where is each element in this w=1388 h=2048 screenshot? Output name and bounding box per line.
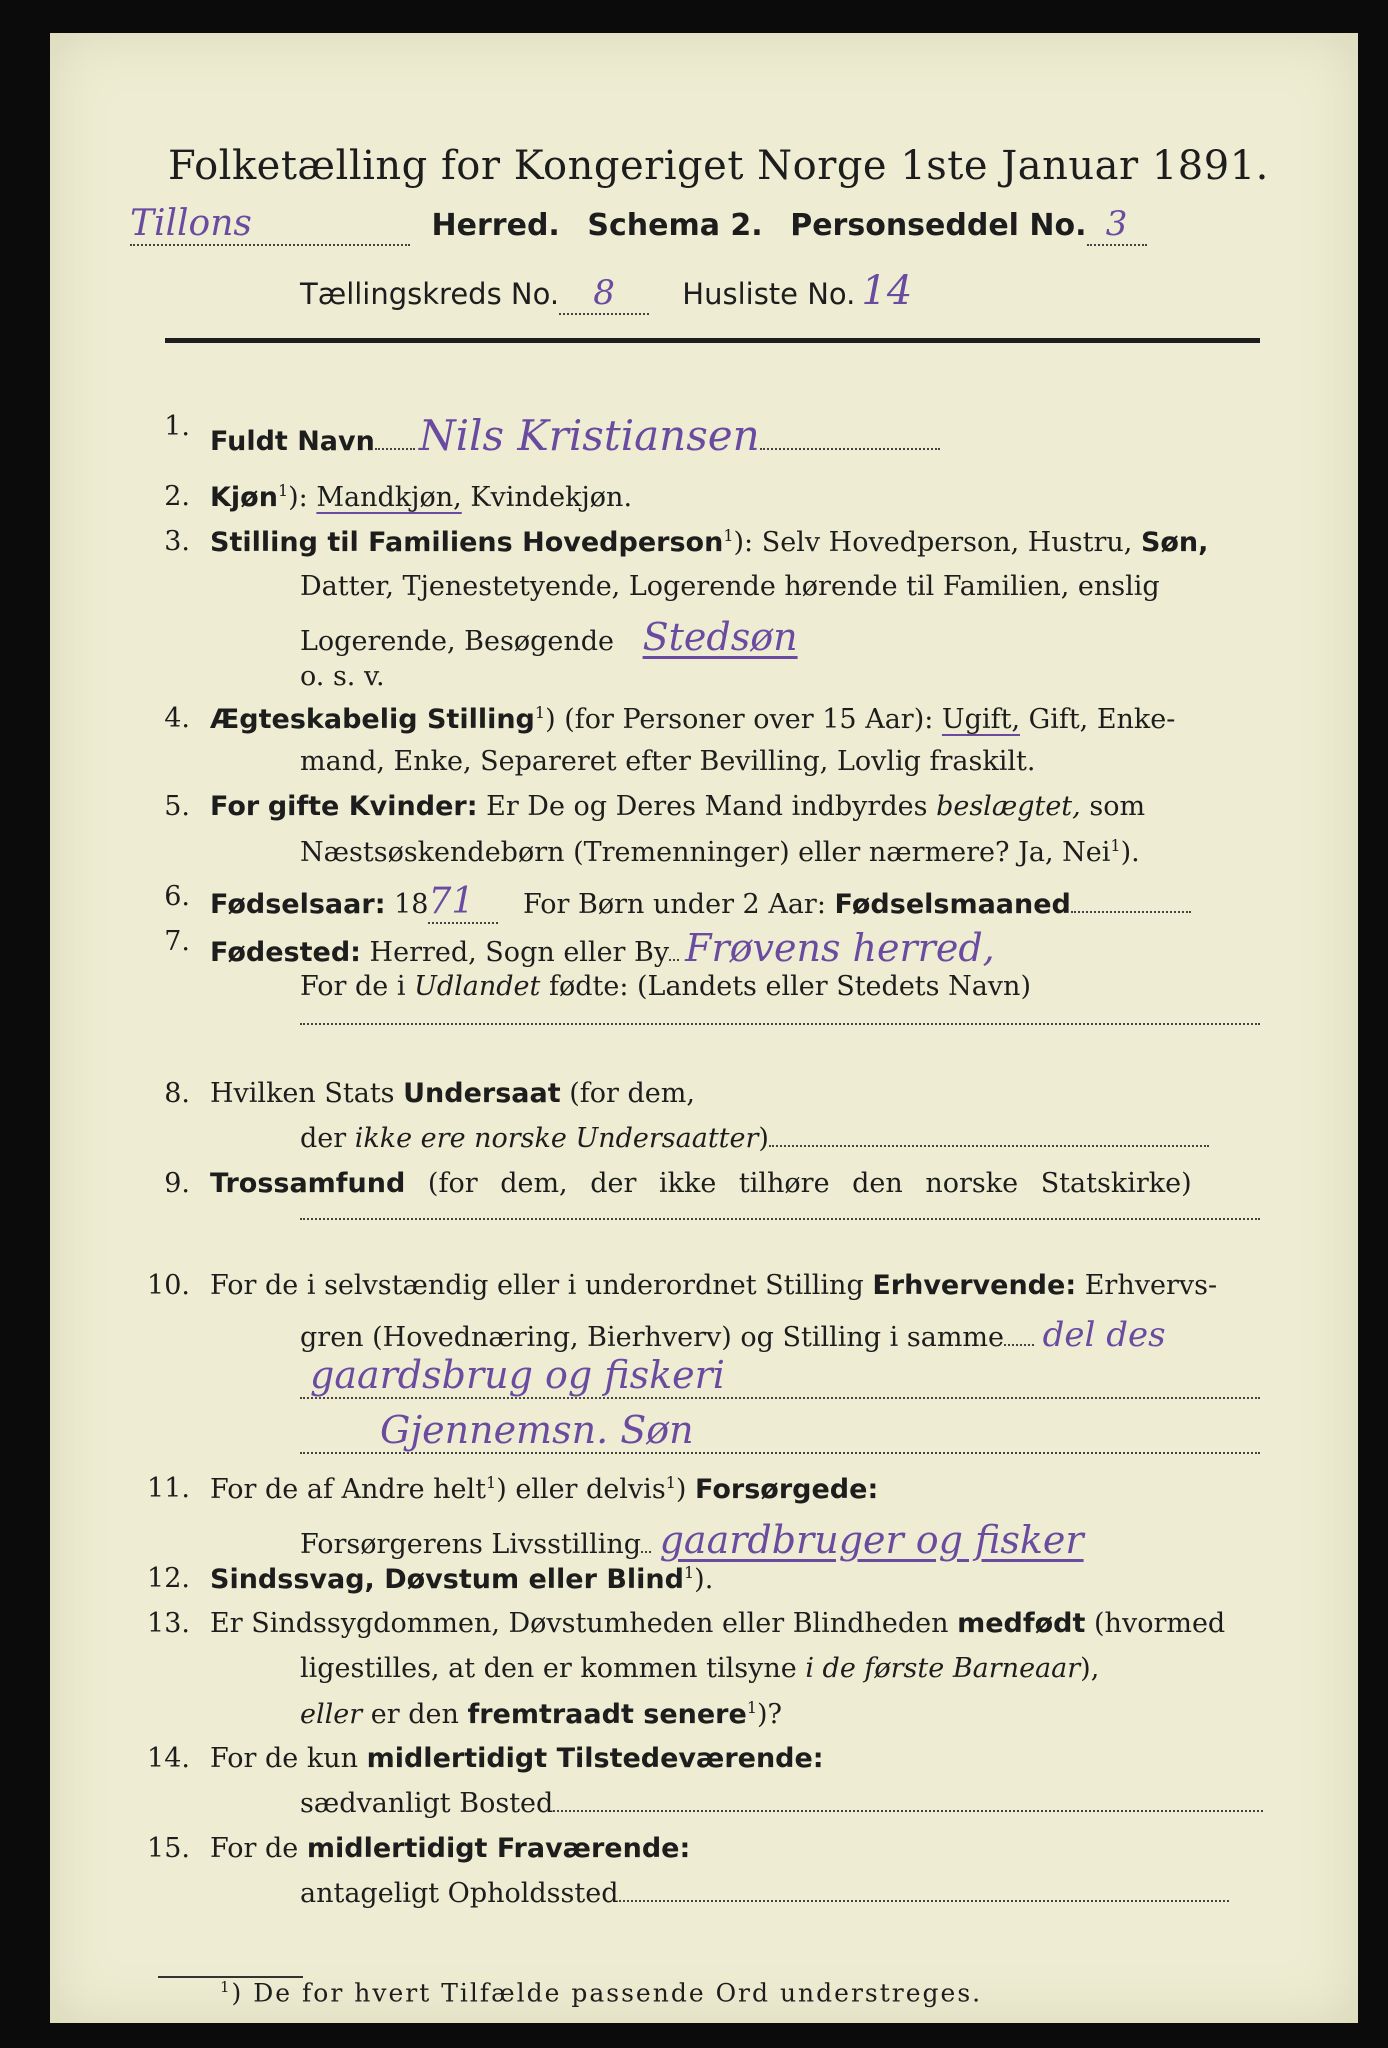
q2-colon: ): — [288, 482, 308, 513]
husliste-value: 14 — [861, 268, 913, 314]
q13-text-1a: Er Sindssygdommen, Døvstumheden eller Blindheden — [210, 1608, 949, 1639]
q5-text-2: Næstsøskendebørn (Tremenninger) eller nærmere? Ja, Nei — [300, 837, 1111, 868]
q3-son: Søn, — [1140, 527, 1209, 558]
q3-text-2: Datter, Tjenestetyende, Logerende hørende til Familien, enslig — [300, 571, 1160, 602]
q7-text-1: Herred, Sogn eller By — [369, 937, 670, 968]
q8-text-2a: der — [300, 1123, 347, 1154]
q9-text: (for dem, der ikke tilhøre den norske Statskirke) — [427, 1168, 1192, 1199]
q9-number: 9. — [164, 1168, 190, 1199]
q10-line-4 — [300, 1408, 1260, 1454]
q9-label: Trossamfund — [210, 1168, 406, 1199]
q10-text-1a: For de i selvstændig eller i underordnet Stilling — [210, 1270, 864, 1301]
q14-text-1a: For de kun — [210, 1743, 358, 1774]
q7-value: Frøvens herred, — [685, 926, 995, 970]
herred-line — [130, 203, 1147, 246]
q10-line-2 — [300, 1315, 1166, 1355]
q11-text-1c: ) — [675, 1474, 687, 1505]
q10-value-1: del des — [1042, 1315, 1166, 1355]
q7-label: Fødested: — [210, 937, 361, 968]
q8-label: Undersaat — [403, 1078, 561, 1109]
q5-end: ). — [1120, 837, 1140, 868]
q11-text-2: Forsørgerens Livsstilling — [300, 1529, 642, 1560]
q11-text-1a: For de af Andre helt — [210, 1474, 487, 1505]
q4-option-ugift: Ugift, — [941, 704, 1021, 735]
q1-number: 1. — [164, 411, 190, 442]
q10-line-3 — [300, 1353, 1260, 1399]
q4-sup: 1 — [534, 703, 546, 722]
husliste-label: Husliste No. — [682, 277, 856, 311]
kreds-line — [300, 268, 912, 315]
q5-text-1b: som — [1089, 791, 1146, 822]
q14-text-2: sædvanligt Bosted — [300, 1788, 554, 1819]
q10-value-3: Gjennemsn. Søn — [380, 1408, 694, 1452]
q5-number: 5. — [164, 791, 190, 822]
q11-text-1b: ) eller delvis — [496, 1474, 666, 1505]
q7-text-2b: fødte: (Landets eller Stedets Navn) — [548, 971, 1031, 1002]
q7-text-2a: For de i — [300, 971, 406, 1002]
q14-line-2 — [300, 1788, 1263, 1819]
footnote-text: ) De for hvert Tilfælde passende Ord understreges. — [231, 1978, 983, 2008]
q4-label: Ægteskabelig Stilling — [210, 704, 535, 735]
q12-label: Sindssvag, Døvstum eller Blind — [210, 1564, 684, 1595]
q6-value: 71 — [428, 881, 498, 924]
q13-text-3-italic: eller — [300, 1699, 363, 1730]
q1-value: Nils Kristiansen — [418, 411, 760, 460]
personseddel-value: 3 — [1087, 204, 1147, 246]
q8-text-1b: (for dem, — [569, 1078, 695, 1109]
q4-number: 4. — [164, 703, 190, 734]
q3-label: Stilling til Familiens Hovedperson — [210, 527, 724, 558]
q6-prefix: 18 — [394, 889, 429, 920]
q3-value: Stedsøn — [642, 615, 798, 659]
q10-text-2: gren (Hovednæring, Bierhverv) og Stilling i samme — [300, 1322, 1005, 1353]
q11-label: Forsørgede: — [695, 1474, 879, 1505]
q6-text: For Børn under 2 Aar: — [523, 889, 826, 920]
q15-text-2: antageligt Opholdssted — [300, 1878, 619, 1909]
q13-line-3 — [300, 1698, 782, 1730]
q11-value: gaardbruger og fisker — [659, 1518, 1084, 1562]
q3-text-3: Logerende, Besøgende — [300, 626, 614, 657]
q6-label-2: Fødselsmaaned — [834, 889, 1071, 920]
q12-sup: 1 — [683, 1563, 695, 1582]
q2-option-female: Kvindekjøn. — [470, 482, 633, 513]
q15-label: midlertidigt Fraværende: — [306, 1833, 691, 1864]
q3-sup: 1 — [723, 526, 734, 545]
herred-value: Tillons — [130, 203, 410, 246]
q11-sup-2: 1 — [665, 1473, 676, 1492]
q12-end: ). — [694, 1564, 714, 1595]
q3-line-3 — [300, 615, 798, 659]
q8-text-italic: ikke ere norske Undersaatter — [354, 1123, 759, 1154]
q7-blank-line — [300, 1023, 1260, 1025]
q13-sup: 1 — [746, 1698, 757, 1717]
q8-line-2 — [300, 1123, 1209, 1154]
q15-text-1a: For de — [210, 1833, 299, 1864]
q13-number: 13. — [147, 1608, 190, 1639]
q4-text-2: mand, Enke, Separeret efter Bevilling, Lovlig fraskilt. — [300, 746, 1036, 777]
footnote-sup: 1 — [220, 1978, 232, 1996]
q2-option-male: Mandkjøn, — [316, 482, 462, 513]
q12-number: 12. — [147, 1563, 190, 1594]
q6-number: 6. — [164, 881, 190, 912]
q13-text-3a: er den — [370, 1699, 459, 1730]
q3-number: 3. — [164, 526, 190, 557]
census-form — [50, 33, 1358, 2023]
kreds-label: Tællingskreds No. — [300, 277, 560, 311]
q14-number: 14. — [147, 1743, 190, 1774]
q7-number: 7. — [164, 926, 190, 957]
q15-number: 15. — [147, 1833, 190, 1864]
q5-label: gifte Kvinder: — [267, 791, 478, 822]
q5-label-a: For — [210, 791, 260, 822]
q13-text-1b: (hvormed — [1094, 1608, 1226, 1639]
q10-value-2: gaardsbrug og fiskeri — [310, 1353, 725, 1397]
q3-text-1: ): Selv Hovedperson, Hustru, — [733, 527, 1133, 558]
schema-label: Schema 2. — [587, 208, 763, 243]
herred-label: Herred. — [431, 208, 560, 243]
q11-line-2 — [300, 1518, 1084, 1562]
q2-number: 2. — [164, 481, 190, 512]
q7-text-italic: Udlandet — [414, 971, 541, 1002]
q13-label-2: fremtraadt senere — [467, 1699, 747, 1730]
header-rule — [165, 338, 1260, 343]
q8-number: 8. — [164, 1078, 190, 1109]
q9-blank-line — [300, 1218, 1260, 1220]
q1-label: Fuldt Navn — [210, 426, 375, 457]
q14-label: midlertidigt Tilstedeværende: — [366, 1743, 824, 1774]
personseddel-label: Personseddel No. — [790, 208, 1087, 243]
q5-line-2 — [300, 836, 1140, 868]
q15-line-2 — [300, 1878, 1229, 1909]
q7-line-2 — [300, 971, 1031, 1002]
q10-number: 10. — [147, 1270, 190, 1301]
q8-text-2b: ) — [758, 1123, 769, 1154]
q2-label: Kjøn — [210, 482, 278, 513]
q11-number: 11. — [147, 1473, 190, 1504]
q4-text-1b: Gift, Enke- — [1028, 704, 1176, 735]
footnote — [220, 1978, 982, 2007]
form-title: Folketælling for Kongeriget Norge 1ste Januar 1891. — [168, 143, 1269, 189]
q3-text-4: o. s. v. — [300, 661, 385, 692]
q13-line-2 — [300, 1653, 1099, 1684]
kreds-value: 8 — [559, 273, 649, 315]
q4-text-1: ) (for Personer over 15 Aar): — [545, 704, 934, 735]
q13-text-italic: i de første Barneaar — [805, 1653, 1081, 1684]
q13-text-2a: ligestilles, at den er kommen tilsyne — [300, 1653, 797, 1684]
q10-label: Erhvervende: — [872, 1270, 1077, 1301]
q13-text-2b: ), — [1080, 1653, 1100, 1684]
q8-text-1a: Hvilken Stats — [210, 1078, 395, 1109]
q10-text-1b: Erhvervs- — [1084, 1270, 1218, 1301]
q11-sup-1: 1 — [486, 1473, 497, 1492]
q5-text-italic: beslægtet, — [936, 791, 1081, 822]
q13-label: medfødt — [957, 1608, 1086, 1639]
q5-text-1: Er De og Deres Mand indbyrdes — [486, 791, 928, 822]
q6-label: Fødselsaar: — [210, 889, 386, 920]
q5-sup: 1 — [1110, 836, 1121, 855]
q2-sup: 1 — [277, 481, 289, 500]
q13-text-3b: )? — [757, 1699, 783, 1730]
